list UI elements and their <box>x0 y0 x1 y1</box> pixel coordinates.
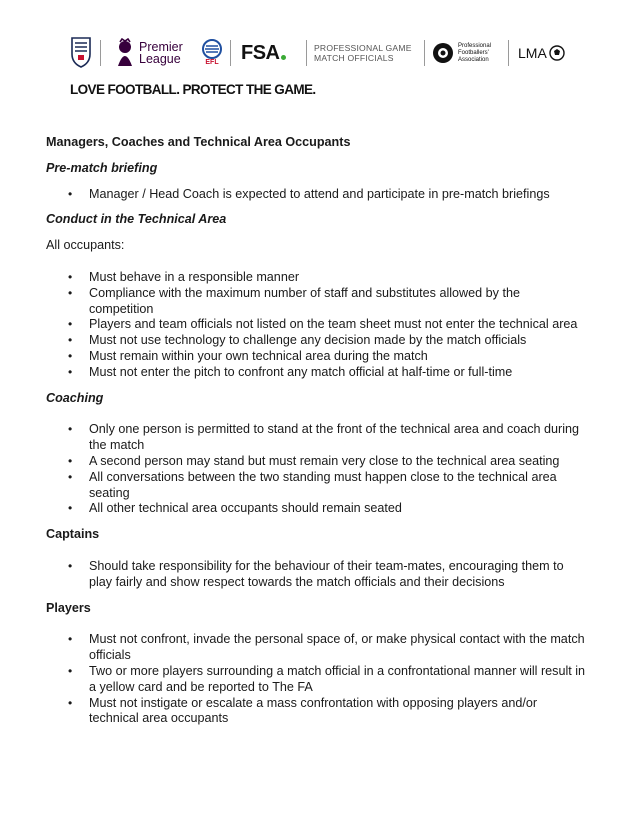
list-item: • Should take responsibility for the behaviour of their team-mates, encouraging them to play fairly and show respect towards the match officials and their decisions <box>46 559 586 591</box>
premier-league-word2: League <box>139 52 181 66</box>
document-body <box>46 135 586 727</box>
list-item: • Only one person is permitted to stand at the front of the technical area and coach during the match <box>46 422 586 454</box>
list-item: • Must behave in a responsible manner <box>46 270 586 286</box>
logo-divider <box>306 40 307 66</box>
conduct-heading: Conduct in the Technical Area <box>46 212 227 227</box>
conduct-list <box>46 270 586 381</box>
list-item: • Must not use technology to challenge any decision made by the match officials <box>46 333 586 349</box>
list-item: • Compliance with the maximum number of staff and substitutes allowed by the competition <box>46 286 586 318</box>
prematch-list <box>46 187 586 203</box>
partner-logos <box>70 36 580 70</box>
list-item: • Two or more players surrounding a match official in a confrontational manner will result in a yellow card and be reported to The FA <box>46 664 586 696</box>
list-item: • Players and team officials not listed on the team sheet must not enter the technical area <box>46 317 586 333</box>
list-item: • Must not instigate or escalate a mass confrontation with opposing players and/or technical area occupants <box>46 696 586 728</box>
fsa-dot-icon <box>281 55 286 60</box>
pfa-line3: Association <box>458 56 489 63</box>
logo-divider <box>230 40 231 66</box>
coaching-heading: Coaching <box>46 390 104 405</box>
premier-league-logo <box>114 36 183 70</box>
fsa-text: FSA <box>241 41 280 64</box>
prematch-heading: Pre-match briefing <box>46 160 158 175</box>
list-item: • Manager / Head Coach is expected to attend and participate in pre-match briefings <box>46 187 586 203</box>
pgmol-logo <box>314 36 412 70</box>
captains-heading: Captains <box>46 527 100 542</box>
pgmol-line2: MATCH OFFICIALS <box>314 53 394 63</box>
players-list <box>46 632 586 727</box>
list-item: • Must not confront, invade the personal space of, or make physical contact with the match officials <box>46 632 586 664</box>
list-item: • Must not enter the pitch to confront any match official at half-time or full-time <box>46 365 586 381</box>
coaching-list <box>46 422 586 517</box>
tagline: LOVE FOOTBALL. PROTECT THE GAME. <box>70 81 316 98</box>
logo-divider <box>100 40 101 66</box>
logo-divider <box>508 40 509 66</box>
players-heading: Players <box>46 600 91 615</box>
pfa-line2: Footballers' <box>458 49 489 56</box>
efl-logo <box>202 36 222 70</box>
list-item: • A second person may stand but must remain very close to the technical area seating <box>46 454 586 470</box>
pfa-logo <box>432 36 491 70</box>
logo-divider <box>424 40 425 66</box>
list-item: • All conversations between the two standing must happen close to the technical area seating <box>46 470 586 502</box>
list-item: • Must remain within your own technical area during the match <box>46 349 586 365</box>
list-item: • All other technical area occupants should remain seated <box>46 501 586 517</box>
efl-text: EFL <box>205 59 219 66</box>
fsa-logo <box>241 36 286 70</box>
document-title: Managers, Coaches and Technical Area Occupants <box>46 135 351 149</box>
premier-league-word1: Premier <box>139 40 183 54</box>
conduct-intro: All occupants: <box>46 238 125 253</box>
captains-list <box>46 559 586 591</box>
lma-logo <box>518 36 565 70</box>
pgmol-line1: PROFESSIONAL GAME <box>314 43 412 53</box>
pfa-line1: Professional <box>458 42 492 49</box>
fa-crest-logo <box>70 36 92 70</box>
lma-text: LMA <box>518 45 547 61</box>
